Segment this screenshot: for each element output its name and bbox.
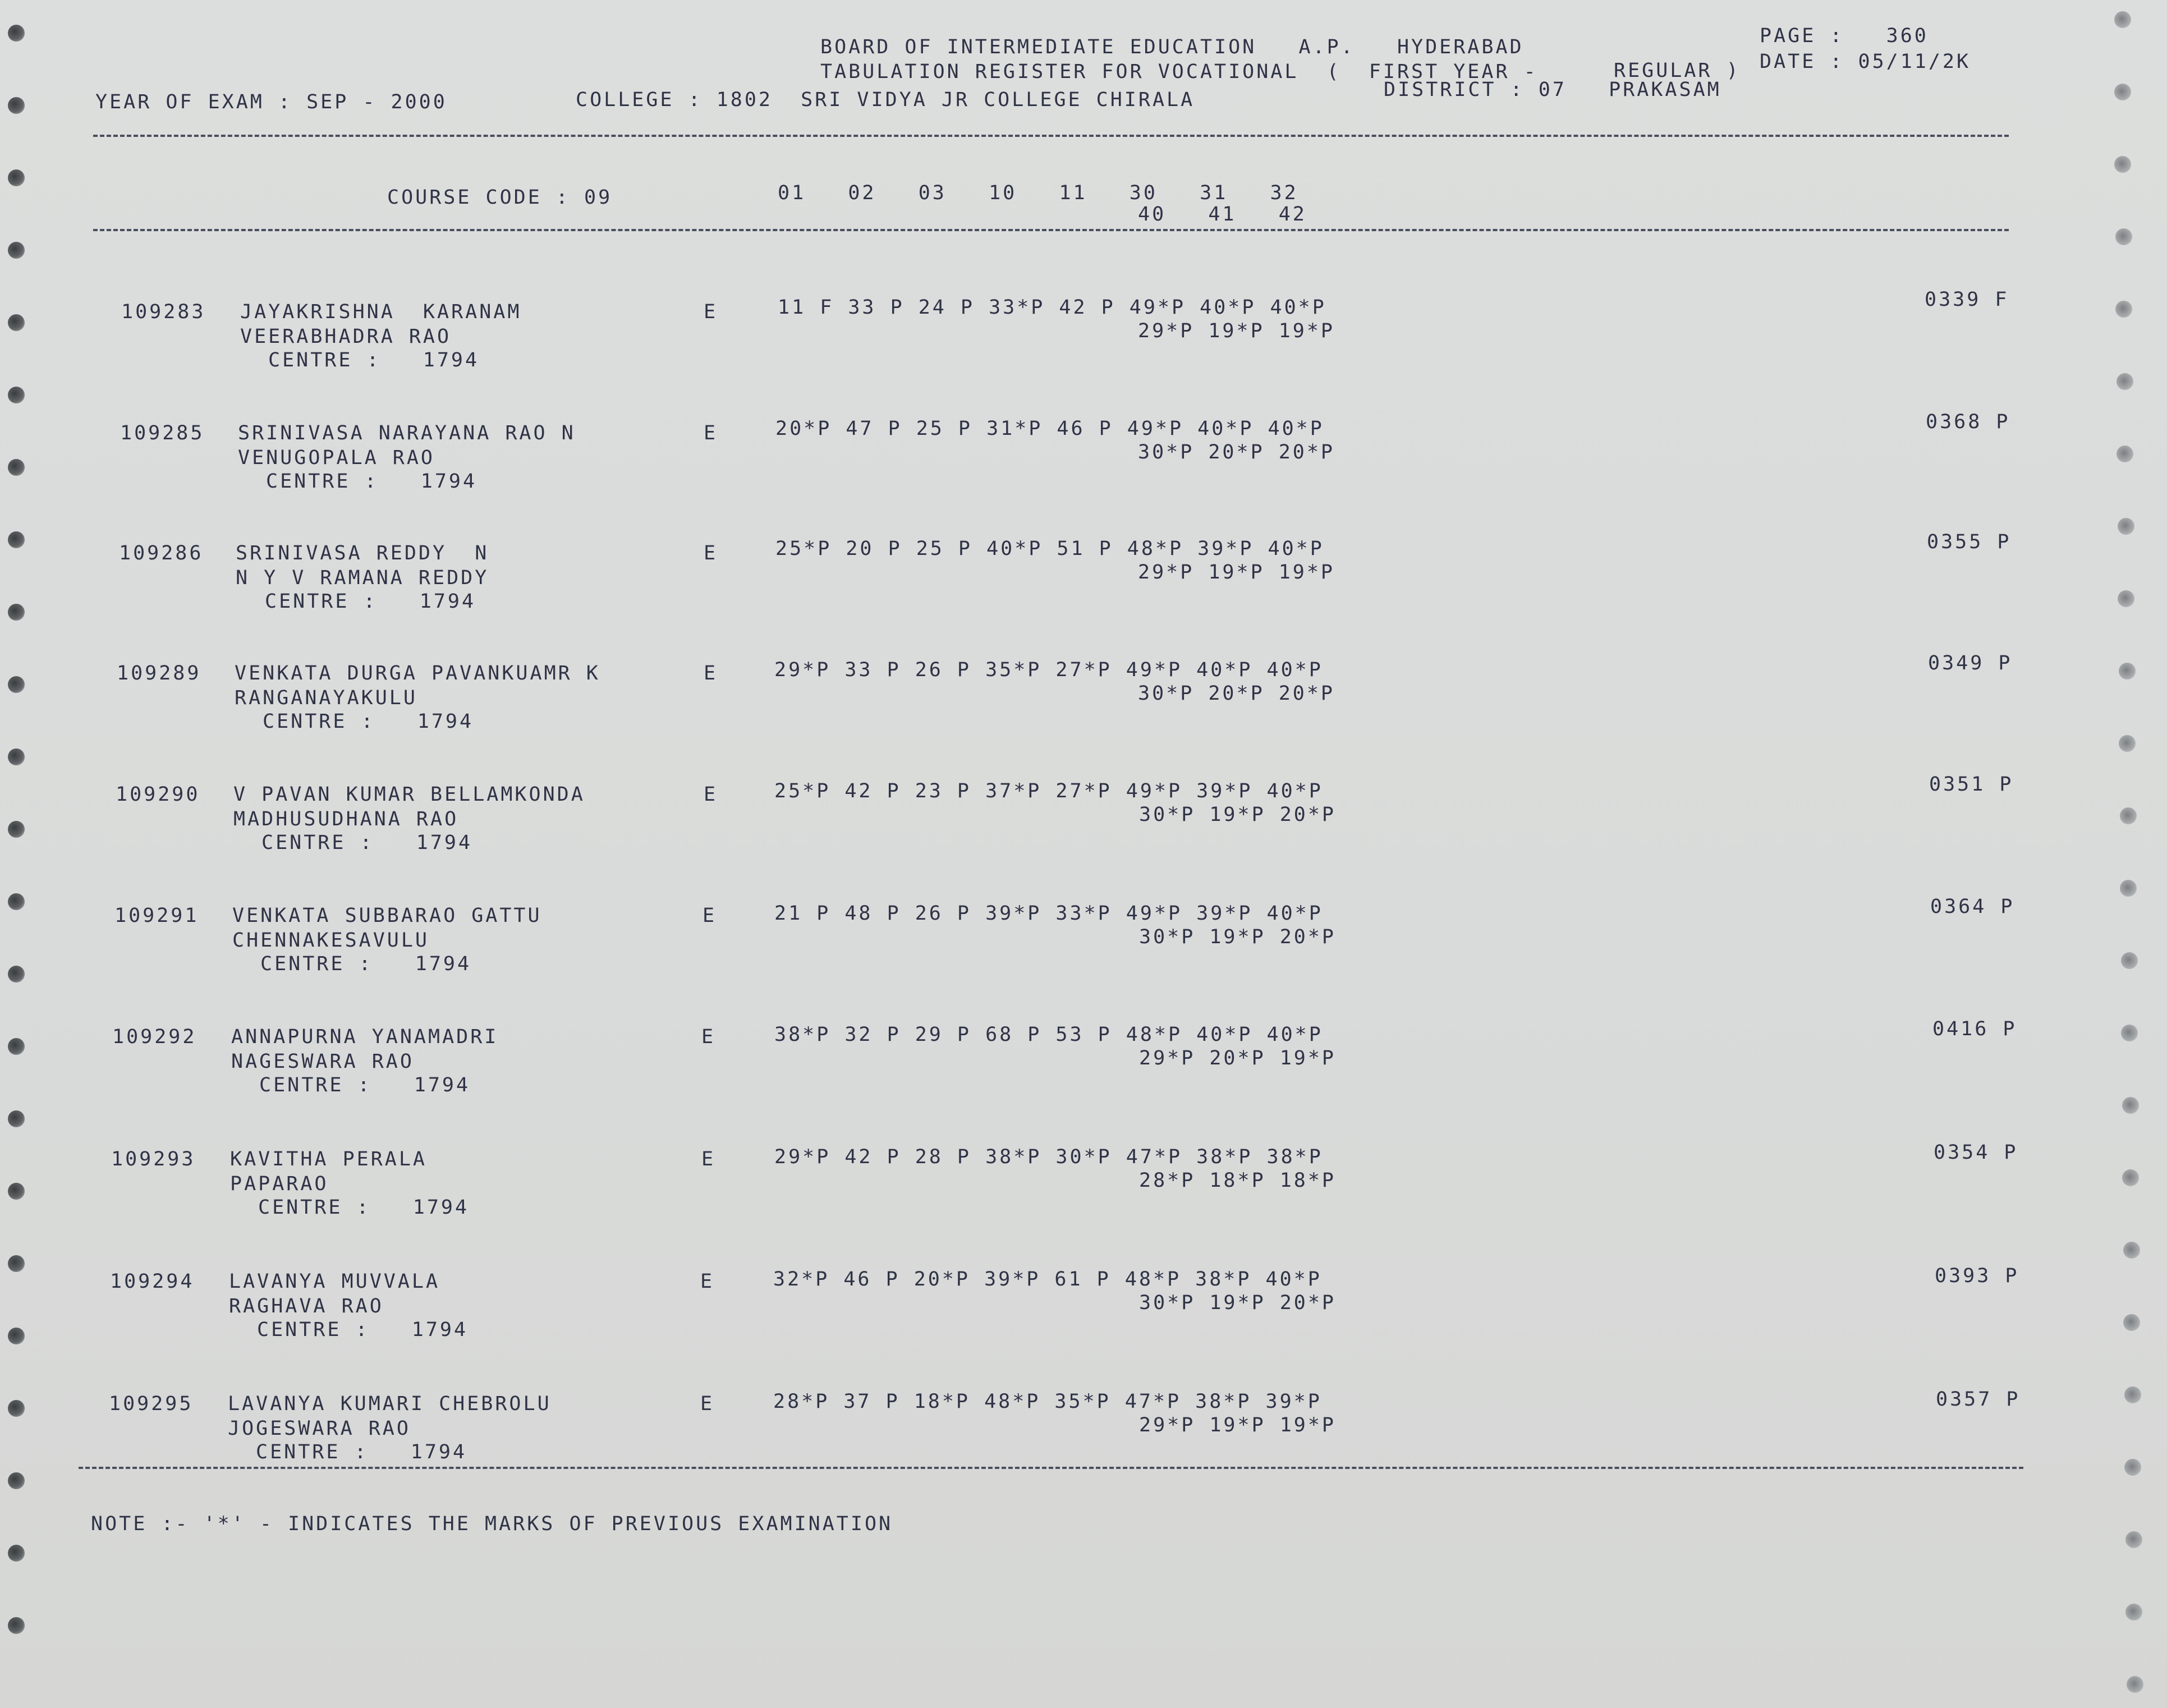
medium: E xyxy=(704,662,718,685)
header-divider-bottom xyxy=(93,229,2009,231)
total-result: 0364 P xyxy=(1930,896,2015,918)
marks-line1: 29*P 33 P 26 P 35*P 27*P 49*P 40*P 40*P xyxy=(774,659,1323,681)
marks-line1: 28*P 37 P 18*P 48*P 35*P 47*P 38*P 39*P xyxy=(773,1390,1322,1413)
marks-line2: 29*P 19*P 19*P xyxy=(1139,1414,1337,1436)
page-number: PAGE : 360 xyxy=(1760,25,1929,47)
marks-line1: 20*P 47 P 25 P 31*P 46 P 49*P 40*P 40*P xyxy=(775,417,1324,440)
student-name: LAVANYA MUVVALA xyxy=(229,1270,440,1293)
father-name: NAGESWARA RAO xyxy=(231,1050,414,1073)
marks-line1: 25*P 42 P 23 P 37*P 27*P 49*P 39*P 40*P xyxy=(774,780,1323,802)
roll-number: 109291 xyxy=(114,904,199,927)
student-record xyxy=(0,652,2167,774)
marks-line2: 29*P 19*P 19*P xyxy=(1138,320,1335,342)
student-name: LAVANYA KUMARI CHEBROLU xyxy=(228,1393,552,1415)
marks-line2: 30*P 19*P 20*P xyxy=(1139,926,1337,948)
marks-line2: 30*P 19*P 20*P xyxy=(1139,1292,1337,1314)
marks-line2: 30*P 20*P 20*P xyxy=(1138,441,1335,463)
register-title: TABULATION REGISTER FOR VOCATIONAL ( FIRST YEAR - xyxy=(820,61,1538,83)
student-name: VENKATA SUBBARAO GATTU xyxy=(232,904,542,927)
year-of-exam: YEAR OF EXAM : SEP - 2000 xyxy=(95,91,447,113)
medium: E xyxy=(700,1270,715,1293)
college-info: COLLEGE : 1802 SRI VIDYA JR COLLEGE CHIRALA xyxy=(576,89,1195,111)
student-record xyxy=(0,1141,2167,1260)
student-name: JAYAKRISHNA KARANAM xyxy=(240,301,522,323)
student-record xyxy=(0,896,2167,1017)
marks-line2: 28*P 18*P 18*P xyxy=(1139,1169,1337,1192)
centre-code: CENTRE : 1794 xyxy=(258,1196,470,1219)
father-name: MADHUSUDHANA RAO xyxy=(233,808,459,830)
total-result: 0357 P xyxy=(1936,1388,2021,1411)
roll-number: 109292 xyxy=(112,1026,197,1048)
student-record xyxy=(0,411,2167,534)
father-name: VENUGOPALA RAO xyxy=(238,447,435,469)
centre-code: CENTRE : 1794 xyxy=(268,349,480,371)
regular-label: REGULAR ) xyxy=(1614,59,1741,82)
student-record xyxy=(0,1388,2167,1505)
total-result: 0355 P xyxy=(1927,531,2012,553)
course-code: COURSE CODE : 09 xyxy=(387,186,613,209)
student-record xyxy=(0,288,2167,413)
marks-line1: 32*P 46 P 20*P 39*P 61 P 48*P 38*P 40*P xyxy=(773,1268,1322,1291)
total-result: 0354 P xyxy=(1934,1141,2018,1164)
header-divider-top xyxy=(93,135,2009,137)
centre-code: CENTRE : 1794 xyxy=(257,1319,469,1341)
father-name: N Y V RAMANA REDDY xyxy=(236,567,489,589)
medium: E xyxy=(703,904,717,927)
medium: E xyxy=(704,783,718,806)
total-result: 0416 P xyxy=(1932,1018,2017,1040)
father-name: PAPARAO xyxy=(230,1173,329,1195)
marks-line1: 29*P 42 P 28 P 38*P 30*P 47*P 38*P 38*P xyxy=(774,1146,1323,1168)
roll-number: 109285 xyxy=(120,422,205,444)
total-result: 0339 F xyxy=(1925,288,2009,311)
father-name: VEERABHADRA RAO xyxy=(240,325,452,348)
medium: E xyxy=(700,1393,715,1415)
medium: E xyxy=(701,1026,716,1048)
subject-codes-line2: 40 41 42 xyxy=(1138,203,1307,226)
centre-code: CENTRE : 1794 xyxy=(263,710,474,733)
student-name: ANNAPURNA YANAMADRI xyxy=(231,1026,499,1048)
centre-code: CENTRE : 1794 xyxy=(265,590,476,613)
total-result: 0368 P xyxy=(1926,411,2010,433)
marks-line1: 38*P 32 P 29 P 68 P 53 P 48*P 40*P 40*P xyxy=(774,1023,1323,1046)
roll-number: 109286 xyxy=(119,542,204,564)
student-record xyxy=(0,1265,2167,1383)
medium: E xyxy=(704,422,718,444)
print-date: DATE : 05/11/2K xyxy=(1760,50,1971,73)
total-result: 0393 P xyxy=(1935,1265,2019,1287)
marks-line2: 30*P 19*P 20*P xyxy=(1139,804,1337,826)
medium: E xyxy=(704,301,718,323)
total-result: 0351 P xyxy=(1929,773,2014,796)
marks-line1: 25*P 20 P 25 P 40*P 51 P 48*P 39*P 40*P xyxy=(775,538,1324,560)
centre-code: CENTRE : 1794 xyxy=(260,953,472,975)
marks-line2: 29*P 20*P 19*P xyxy=(1139,1047,1337,1069)
student-name: SRINIVASA REDDY N xyxy=(236,542,489,564)
roll-number: 109295 xyxy=(109,1393,194,1415)
footnote: NOTE :- '*' - INDICATES THE MARKS OF PREVIOUS EXAMINATION xyxy=(91,1513,893,1535)
roll-number: 109294 xyxy=(110,1270,195,1293)
student-record xyxy=(0,773,2167,896)
centre-code: CENTRE : 1794 xyxy=(266,470,478,493)
district-info: DISTRICT : 07 PRAKASAM xyxy=(1384,79,1721,101)
roll-number: 109289 xyxy=(117,662,201,685)
medium: E xyxy=(701,1148,716,1170)
footer-divider xyxy=(79,1467,2023,1469)
marks-line1: 21 P 48 P 26 P 39*P 33*P 49*P 39*P 40*P xyxy=(774,902,1323,925)
subject-codes-line1: 01 02 03 10 11 30 31 32 xyxy=(778,182,1298,204)
student-record xyxy=(0,1018,2167,1138)
marks-line2: 29*P 19*P 19*P xyxy=(1138,561,1335,584)
father-name: RANGANAYAKULU xyxy=(235,687,417,709)
marks-line1: 11 F 33 P 24 P 33*P 42 P 49*P 40*P 40*P xyxy=(778,296,1326,319)
total-result: 0349 P xyxy=(1928,652,2013,674)
roll-number: 109290 xyxy=(116,783,200,806)
father-name: CHENNAKESAVULU xyxy=(232,929,430,952)
medium: E xyxy=(704,542,718,564)
roll-number: 109293 xyxy=(111,1148,196,1170)
student-name: V PAVAN KUMAR BELLAMKONDA xyxy=(233,783,585,806)
student-name: VENKATA DURGA PAVANKUAMR K xyxy=(235,662,600,685)
centre-code: CENTRE : 1794 xyxy=(256,1441,467,1463)
father-name: RAGHAVA RAO xyxy=(229,1295,384,1317)
student-name: KAVITHA PERALA xyxy=(230,1148,428,1170)
father-name: JOGESWARA RAO xyxy=(228,1417,411,1440)
marks-line2: 30*P 20*P 20*P xyxy=(1138,682,1335,705)
student-name: SRINIVASA NARAYANA RAO N xyxy=(238,422,576,444)
roll-number: 109283 xyxy=(121,301,206,323)
centre-code: CENTRE : 1794 xyxy=(259,1074,471,1096)
student-record xyxy=(0,531,2167,654)
centre-code: CENTRE : 1794 xyxy=(261,832,473,854)
board-title: BOARD OF INTERMEDIATE EDUCATION A.P. HYDERABAD xyxy=(820,36,1524,58)
